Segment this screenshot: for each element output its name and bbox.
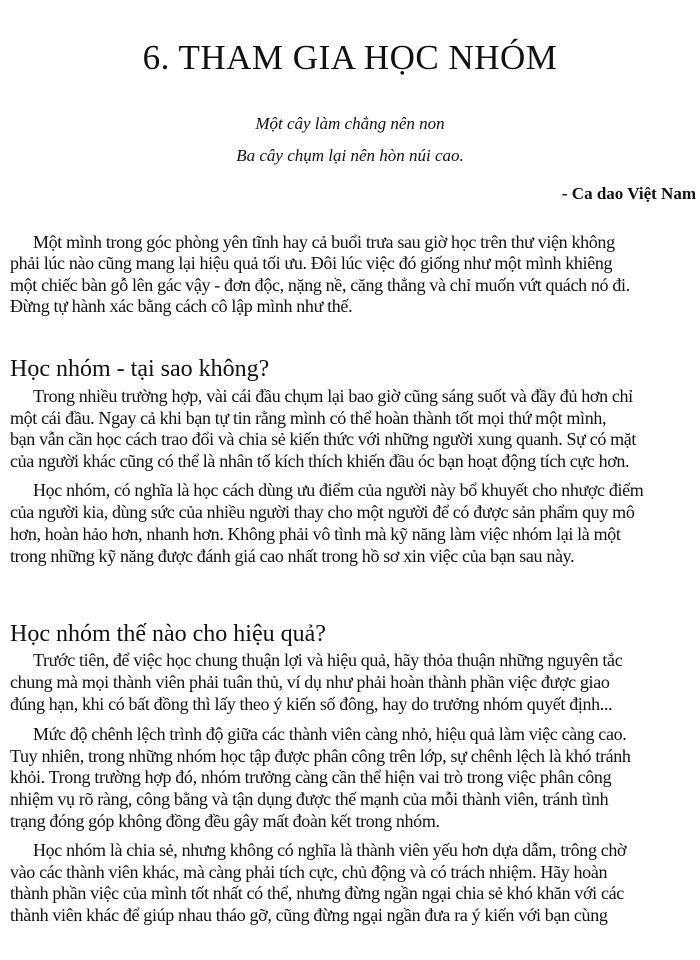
text-line: của người khác cũng có thể là nhân tố kích thích khiến đầu óc bạn hoạt động tích cực hơn. (10, 451, 630, 471)
epigraph-line: Một cây làm chẳng nên non (255, 114, 445, 133)
text-line: hơn, hoàn hảo hơn, nhanh hơn. Không phải vô tình mà kỹ năng làm việc nhóm lại là một (10, 524, 621, 544)
text-line: chung mà mọi thành viên phải tuân thủ, ví dụ như phải hoàn thành phần việc được giao (10, 672, 610, 692)
text-line: Học nhóm là chia sẻ, nhưng không có nghĩa là thành viên yếu hơn dựa dẫm, trông chờ (33, 840, 627, 860)
text-line: vào các thành viên khác, mà càng phải tích cực, chủ động và có trách nhiệm. Hãy hoàn (10, 862, 608, 882)
text-line: Tuy nhiên, trong những nhóm học tập được phân công trên lớp, sự chênh lệch là khó tránh (10, 746, 631, 766)
text-line: nhiệm vụ rõ ràng, công bằng và tận dụng được thế mạnh của mỗi thành viên, tránh tình (10, 789, 609, 809)
text-line: Trước tiên, để việc học chung thuận lợi và hiệu quả, hãy thỏa thuận những nguyên tắc (33, 650, 623, 670)
text-line: Mức độ chênh lệch trình độ giữa các thành viên càng nhỏ, hiệu quả làm việc càng cao. (33, 724, 627, 744)
text-line: trong những kỹ năng được đánh giá cao nhất trong hồ sơ xin việc của bạn sau này. (10, 546, 575, 566)
text-line: Một mình trong góc phòng yên tĩnh hay cả buổi trưa sau giờ học trên thư viện không (33, 232, 615, 252)
text-line: đúng hạn, khi có bất đồng thì lấy theo ý kiến số đông, hay do trưởng nhóm quyết định... (10, 694, 613, 714)
text-line: Học nhóm, có nghĩa là học cách dùng ưu điểm của người này bổ khuyết cho nhược điểm (33, 480, 644, 500)
text-line: bạn vẫn cần học cách trao đổi và chia sẻ kiến thức với những người xung quanh. Sự có mặt (10, 429, 637, 449)
text-line: một chiếc bàn gỗ lên gác vậy - đơn độc, nặng nề, căng thẳng và chỉ muốn vứt quách nó đi. (10, 275, 630, 295)
section-heading: Học nhóm thế nào cho hiệu quả? (10, 621, 326, 647)
text-line: phải lúc nào cũng mang lại hiệu quả tối ưu. Đôi lúc việc đó giống như một mình khiêng (10, 253, 613, 273)
text-line: thành viên khác để giúp nhau tháo gỡ, cũng đừng ngại ngần đưa ra ý kiến với bạn cùng (10, 905, 608, 925)
page-title: 6. THAM GIA HỌC NHÓM (142, 38, 558, 77)
text-line: của người kia, dùng sức của nhiều người thay cho một người để có được sản phẩm quy mô (10, 502, 635, 522)
section-heading: Học nhóm - tại sao không? (10, 356, 270, 382)
epigraph-attribution: - Ca dao Việt Nam (561, 184, 696, 203)
epigraph-line: Ba cây chụm lại nên hòn núi cao. (236, 146, 464, 165)
text-line: Trong nhiều trường hợp, vài cái đầu chụm lại bao giờ cũng sáng suốt và đầy đủ hơn chỉ (33, 386, 633, 406)
text-line: thành phần việc của mình tốt nhất có thể, nhưng đừng ngần ngại chia sẻ khó khăn với các (10, 883, 624, 903)
text-line: trạng đóng góp không đồng đều gây mất đoàn kết trong nhóm. (10, 811, 440, 831)
text-line: một cái đầu. Ngay cả khi bạn tự tin rằng mình có thể hoàn thành tốt mọi thứ một mình, (10, 408, 607, 428)
text-line: Đừng tự hành xác bằng cách cô lập mình như thế. (10, 296, 353, 316)
text-line: khỏi. Trong trường hợp đó, nhóm trưởng càng cần thể hiện vai trò trong việc phân công (10, 767, 612, 787)
